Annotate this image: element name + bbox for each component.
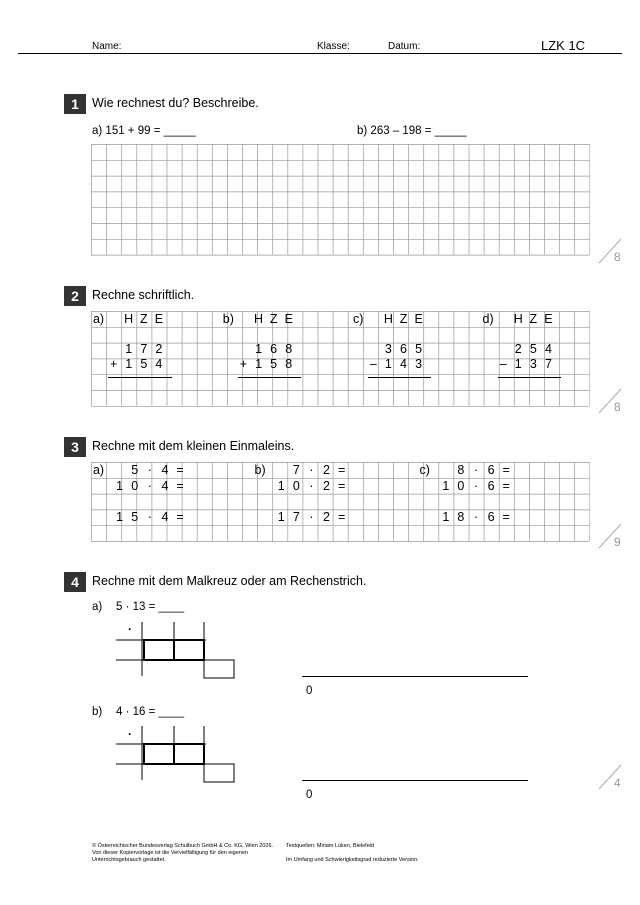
task2-digit: 5 xyxy=(529,341,537,356)
task3-cell: 8 xyxy=(457,510,465,525)
task2-digit: 7 xyxy=(544,357,552,372)
task3-cell: 6 xyxy=(487,478,495,493)
name-label: Name: xyxy=(92,41,122,52)
task2-operator: + xyxy=(239,357,248,372)
task2-label: b) xyxy=(222,312,234,326)
task3-cell: · xyxy=(473,510,479,525)
task2-digit: 5 xyxy=(140,357,148,372)
task3-cell: 4 xyxy=(161,463,169,477)
task3-cell: · xyxy=(473,463,479,477)
task1-score-slash xyxy=(596,236,624,266)
task3-cell: = xyxy=(337,478,346,493)
footer-right xyxy=(286,843,419,864)
task3-cell: 5 xyxy=(131,510,139,525)
task2-digit: 6 xyxy=(270,341,278,356)
task1-a: a) 151 + 99 = _____ xyxy=(92,125,196,137)
task2-digit: 6 xyxy=(400,341,407,356)
footer-right-line2: Im Umfang und Schwierigkeitsgrad reduzierte Version. xyxy=(286,857,419,863)
task3-cell: 4 xyxy=(161,510,169,525)
task3-cell: 0 xyxy=(131,478,139,493)
task2-digit: 1 xyxy=(255,341,263,356)
task2-head: Z xyxy=(269,312,278,326)
task3-cell: = xyxy=(176,463,184,477)
page-title: LZK 1C xyxy=(541,38,586,53)
task3-cell: 7 xyxy=(292,463,300,477)
task3-score: 9 xyxy=(614,535,621,549)
task2-digit: 1 xyxy=(384,357,392,372)
task2-operator: – xyxy=(499,357,507,372)
task2-head: H xyxy=(124,312,134,326)
task3-cell: · xyxy=(309,463,314,477)
task2-digit: 4 xyxy=(155,357,163,372)
task2-digit: 1 xyxy=(125,341,133,356)
task2-digit: 3 xyxy=(529,357,537,372)
task3-cell: = xyxy=(337,510,346,525)
task3-cell: 1 xyxy=(442,510,450,525)
task2-number: 2 xyxy=(64,286,86,306)
header-rule xyxy=(18,53,622,54)
task2-head: E xyxy=(154,312,164,326)
task3-cell: · xyxy=(147,463,152,477)
task3-cell: 5 xyxy=(131,463,139,477)
footer-spacer xyxy=(286,850,419,857)
task3-cell: 1 xyxy=(116,510,124,525)
task3-cell: = xyxy=(502,463,510,477)
task2-operator: – xyxy=(369,357,377,372)
task3-cell: · xyxy=(147,510,152,525)
task3-cell: 1 xyxy=(277,478,285,493)
task2-digit: 8 xyxy=(285,357,293,372)
task2-digit: 1 xyxy=(125,357,133,372)
task2-head: H xyxy=(254,312,264,326)
task4-title: Rechne mit dem Malkreuz oder am Rechenstrich. xyxy=(92,574,367,588)
task2-head: H xyxy=(383,312,393,326)
task4-a-dot: · xyxy=(128,622,132,636)
task2-label: d) xyxy=(482,312,494,326)
task2-result-line xyxy=(368,377,431,378)
task2-score: 8 xyxy=(614,400,621,414)
footer-left xyxy=(92,843,273,864)
footer-left-line1: © Österreichischer Bundesverlag Schulbuch GmbH & Co. KG, Wien 2026. xyxy=(92,843,274,849)
task2-head: Z xyxy=(139,312,148,326)
task2-digit: 5 xyxy=(415,341,423,356)
task4-a-number-line[interactable] xyxy=(302,676,528,677)
task4-score-slash xyxy=(596,762,624,792)
task1-score: 8 xyxy=(614,250,621,264)
task3-cell: · xyxy=(147,478,152,493)
task3-cell: 1 xyxy=(116,478,124,493)
task2-digit: 3 xyxy=(384,341,392,356)
task4-b-zero: 0 xyxy=(306,789,313,801)
task3-cell: 6 xyxy=(487,510,495,525)
task3-cell: = xyxy=(176,510,184,525)
task2-label: a) xyxy=(92,312,105,326)
task3-cell: 7 xyxy=(292,510,300,525)
task3-cell: 0 xyxy=(292,478,300,493)
task3-cell: 0 xyxy=(457,478,465,493)
task4-a-zero: 0 xyxy=(306,685,313,697)
task2-digit: 2 xyxy=(514,341,522,356)
task2-digit: 7 xyxy=(140,341,148,356)
task1-number: 1 xyxy=(64,94,86,114)
task2-digit: 4 xyxy=(400,357,407,372)
task2-operator: + xyxy=(109,357,118,372)
task3-cell: 1 xyxy=(277,510,285,525)
task3-cell: 2 xyxy=(323,510,330,525)
task4-a-expr: 5 · 13 = ____ xyxy=(116,601,185,613)
task2-digit: 8 xyxy=(285,341,293,356)
task2-head: Z xyxy=(529,312,538,326)
task4-b-dot: · xyxy=(128,727,132,741)
task2-score-slash xyxy=(596,386,624,416)
task2-digit: 1 xyxy=(514,357,522,372)
task3-cell: = xyxy=(502,478,510,493)
task3-cell: 4 xyxy=(161,478,169,493)
task3-label: c) xyxy=(419,463,430,477)
task3-cell: 1 xyxy=(442,478,450,493)
task3-score-slash xyxy=(596,521,624,551)
task4-b-expr: 4 · 16 = ____ xyxy=(116,706,185,718)
task2-head: E xyxy=(544,312,553,326)
task3-label: a) xyxy=(92,463,105,477)
task4-score: 4 xyxy=(614,776,621,790)
task3-cell: 2 xyxy=(323,478,330,493)
task2-result-line xyxy=(108,377,171,378)
footer-left-line3: Unterrichtsgebrauch gestattet. xyxy=(92,857,166,863)
task2-head: Z xyxy=(399,312,408,326)
date-label: Datum: xyxy=(388,41,421,52)
task4-number: 4 xyxy=(64,572,86,592)
task4-b-label: b) xyxy=(92,706,103,718)
task2-digit: 3 xyxy=(415,357,423,372)
task2-result-line xyxy=(238,377,301,378)
task2-digit: 2 xyxy=(155,341,163,356)
task2-digit: 4 xyxy=(544,341,552,356)
task3-cell: · xyxy=(473,478,479,493)
task2-digit: 1 xyxy=(255,357,263,372)
task3-cell: = xyxy=(502,510,510,525)
task3-cell: 8 xyxy=(457,463,465,477)
task4-b-malkreuz[interactable] xyxy=(112,722,238,784)
task1-title: Wie rechnest du? Beschreibe. xyxy=(92,96,259,110)
task3-title: Rechne mit dem kleinen Einmaleins. xyxy=(92,439,295,453)
task2-label: c) xyxy=(353,312,364,326)
footer-right-line1: Textquellen: Miriam Lüken, Bielefeld xyxy=(286,843,375,849)
task4-a-label: a) xyxy=(92,601,103,613)
task2-title: Rechne schriftlich. xyxy=(92,288,195,302)
task2-result-line xyxy=(498,377,561,378)
task2-head: H xyxy=(513,312,523,326)
task4-b-number-line[interactable] xyxy=(302,780,528,781)
task3-cell: 2 xyxy=(323,463,330,477)
task3-cell: = xyxy=(337,463,346,477)
footer-left-line2: Von dieser Kopiervorlage ist die Vervielfältigung für den eigenen xyxy=(92,850,248,856)
task4-a-malkreuz[interactable] xyxy=(112,618,238,680)
task3-cell: 6 xyxy=(487,463,495,477)
task2-head: E xyxy=(284,312,293,326)
task1-b: b) 263 – 198 = _____ xyxy=(357,125,467,137)
task2-digit: 5 xyxy=(270,357,278,372)
class-label: Klasse: xyxy=(317,41,350,52)
task1-grid[interactable] xyxy=(91,144,590,256)
task3-cell: · xyxy=(309,510,314,525)
task3-label: b) xyxy=(254,463,266,477)
task3-cell: · xyxy=(309,478,314,493)
task3-cell: = xyxy=(176,478,184,493)
task2-head: E xyxy=(414,312,423,326)
task3-number: 3 xyxy=(64,437,86,457)
